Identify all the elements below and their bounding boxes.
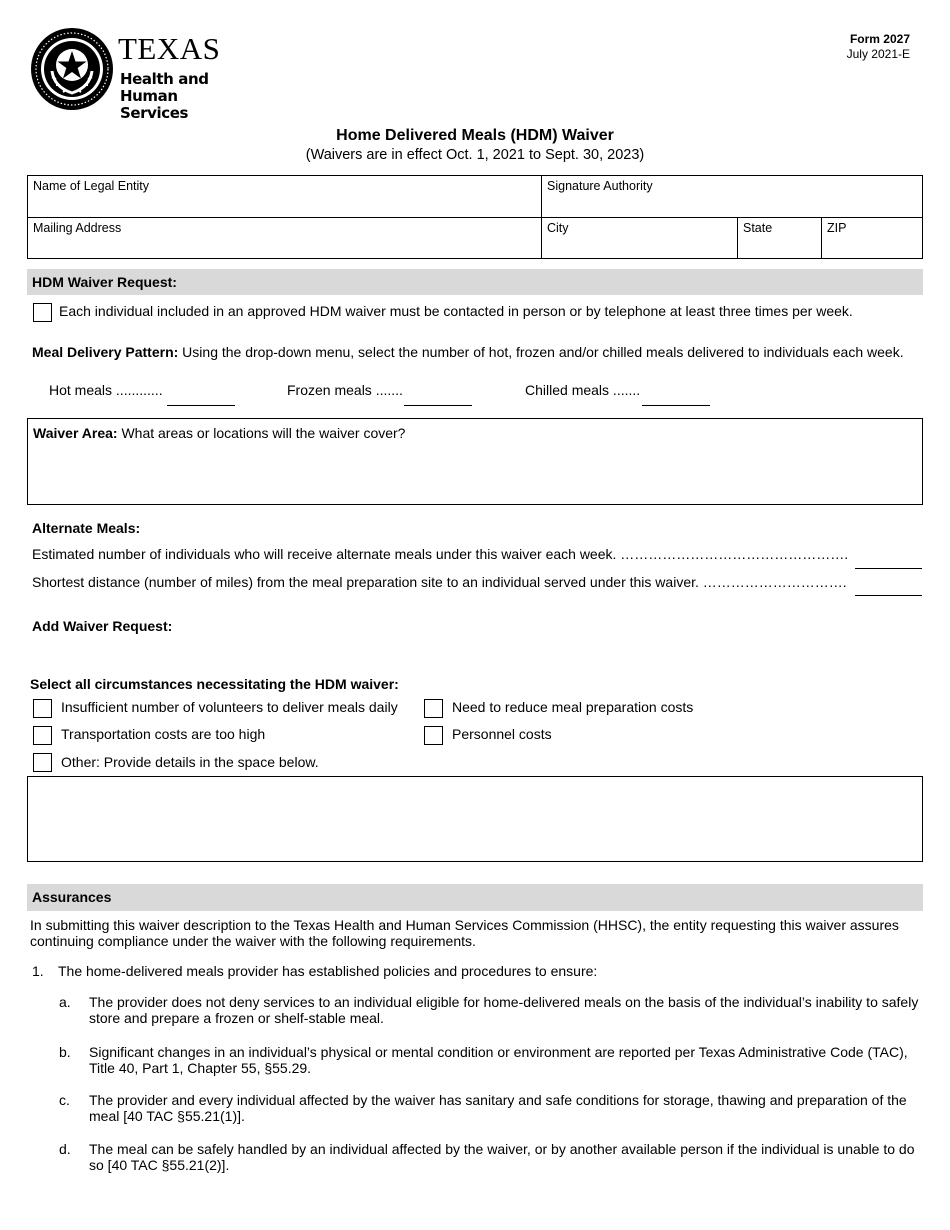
item-a-letter: a. <box>59 994 71 1010</box>
chilled-meals-dropdown[interactable] <box>642 405 710 406</box>
hot-meals-dropdown[interactable] <box>167 405 235 406</box>
mailing-address-field[interactable] <box>28 218 542 259</box>
hdm-request-heading: HDM Waiver Request: <box>27 269 923 295</box>
signature-authority-field[interactable] <box>542 176 922 218</box>
item-1-text: The home-delivered meals provider has established policies and procedures to ensure: <box>58 963 598 979</box>
item-b-letter: b. <box>59 1044 71 1060</box>
chilled-meals-label: Chilled meals ....... <box>525 382 641 398</box>
signature-authority-label: Signature Authority <box>547 179 653 193</box>
personnel-option-label: Personnel costs <box>452 726 552 742</box>
other-details-box[interactable] <box>27 776 923 862</box>
contact-statement: Each individual included in an approved HDM waiver must be contacted in person or by telephone at least three times per week. <box>59 303 853 319</box>
agency-subtitle <box>120 71 250 122</box>
zip-field[interactable] <box>822 218 922 259</box>
item-b-text: Significant changes in an individual’s physical or mental condition or environment are reported per Texas Administrative Code (TAC), Title 40, Part 1, Chapter 55, §55.29. <box>89 1044 908 1076</box>
alternate-meals-heading: Alternate Meals: <box>32 520 141 536</box>
pattern-text: Using the drop-down menu, select the number of hot, frozen and/or chilled meals delivered to individuals each week. <box>178 344 904 360</box>
reduce-costs-checkbox[interactable] <box>424 699 443 718</box>
texas-seal-icon <box>30 27 114 111</box>
assurances-intro: In submitting this waiver description to the Texas Health and Human Services Commission (HHSC), the entity requesting this waiver assures continuing compliance under the waiver with the following requirements. <box>30 917 899 949</box>
agency-subtitle-line2: Services <box>120 104 189 122</box>
frozen-meals-label: Frozen meals ....... <box>287 382 403 398</box>
personnel-checkbox[interactable] <box>424 726 443 745</box>
assurances-heading: Assurances <box>27 884 923 911</box>
estimated-individuals-input[interactable] <box>855 568 922 569</box>
volunteers-checkbox[interactable] <box>33 699 52 718</box>
estimated-individuals-label: Estimated number of individuals who will receive alternate meals under this waiver each week. …………………………………………. <box>32 546 849 562</box>
frozen-meals-dropdown[interactable] <box>404 405 472 406</box>
form-date: July 2021-E <box>846 47 910 61</box>
state-field[interactable] <box>738 218 822 259</box>
agency-logo <box>30 27 250 122</box>
page-subtitle: (Waivers are in effect Oct. 1, 2021 to Sept. 30, 2023) <box>305 147 645 163</box>
shortest-distance-input[interactable] <box>855 595 922 596</box>
waiver-area-label: Waiver Area: <box>33 425 118 441</box>
legal-entity-label: Name of Legal Entity <box>33 179 150 193</box>
waiver-area-box[interactable] <box>27 418 923 505</box>
transportation-checkbox[interactable] <box>33 726 52 745</box>
other-option-label: Other: Provide details in the space below. <box>61 754 319 770</box>
pattern-label: Meal Delivery Pattern: <box>32 344 179 360</box>
page-title: Home Delivered Meals (HDM) Waiver <box>336 127 614 144</box>
agency-name: TEXAS <box>118 31 221 66</box>
hot-meals-label: Hot meals ............ <box>49 382 163 398</box>
legal-entity-field[interactable] <box>28 176 542 218</box>
meal-delivery-pattern <box>32 344 904 360</box>
entity-info-table <box>27 175 923 259</box>
item-c-text: The provider and every individual affected by the waiver has sanitary and safe conditions for storage, thawing and preparation of the meal [40 TAC §55.21(1)]. <box>89 1092 907 1124</box>
item-d-text: The meal can be safely handled by an individual affected by the waiver, or by another available person if the individual is unable to do so [40 TAC §55.21(2)]. <box>89 1141 915 1173</box>
volunteers-option-label: Insufficient number of volunteers to deliver meals daily <box>61 699 398 715</box>
circumstances-heading: Select all circumstances necessitating the HDM waiver: <box>30 676 399 692</box>
item-c-letter: c. <box>59 1092 70 1108</box>
waiver-area-prompt <box>33 425 405 441</box>
waiver-area-text: What areas or locations will the waiver cover? <box>117 425 406 441</box>
item-1-number: 1. <box>32 963 44 979</box>
transportation-option-label: Transportation costs are too high <box>61 726 266 742</box>
item-a-text: The provider does not deny services to an individual eligible for home-delivered meals on the basis of the individual’s inability to safely store and prepare a frozen or shelf-stable meal. <box>89 994 919 1026</box>
city-label: City <box>547 221 569 235</box>
form-identifier <box>847 32 910 62</box>
city-field[interactable] <box>542 218 738 259</box>
form-number: Form 2027 <box>849 32 910 46</box>
add-waiver-heading: Add Waiver Request: <box>32 618 173 634</box>
reduce-costs-option-label: Need to reduce meal preparation costs <box>452 699 694 715</box>
item-d-letter: d. <box>59 1141 71 1157</box>
contact-checkbox[interactable] <box>33 303 52 322</box>
agency-subtitle-line1: Health and Human <box>120 70 209 105</box>
state-label: State <box>743 221 773 235</box>
mailing-address-label: Mailing Address <box>33 221 122 235</box>
shortest-distance-label: Shortest distance (number of miles) from the meal preparation site to an individual served under this waiver. …………………………. <box>32 574 847 590</box>
other-checkbox[interactable] <box>33 753 52 772</box>
zip-label: ZIP <box>827 221 847 235</box>
